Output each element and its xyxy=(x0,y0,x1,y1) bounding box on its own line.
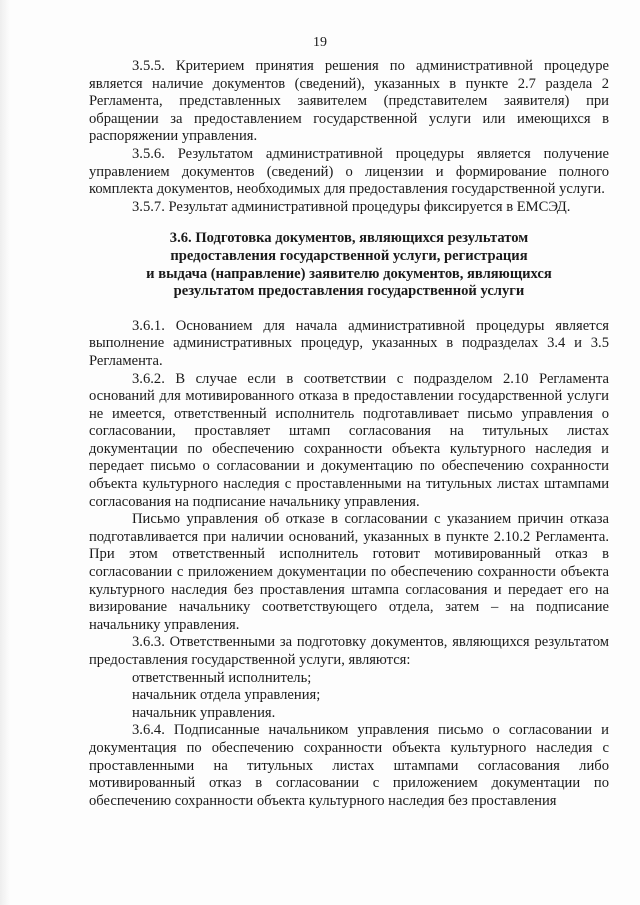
paragraph-3-6-3: 3.6.3. Ответственными за подготовку документов, являющихся результатом предоставления государственной услуги, являются: xyxy=(89,634,609,668)
section-heading-3-6 xyxy=(89,230,609,300)
list-item: начальник управления. xyxy=(132,704,276,721)
heading-line: результатом предоставления государственной услуги xyxy=(173,283,525,300)
document-body xyxy=(89,58,609,810)
paragraph-3-6-1: 3.6.1. Основанием для начала административной процедуры является выполнение административных процедур, указанных в подразделах 3.4 и 3.5 Регламента. xyxy=(89,317,609,369)
scan-edge-shadow xyxy=(0,0,10,905)
heading-line: 3.6. Подготовка документов, являющихся результатом xyxy=(169,230,529,247)
heading-line: и выдача (направление) заявителю документов, являющихся xyxy=(146,265,552,282)
heading-line: предоставления государственной услуги, регистрация xyxy=(170,247,528,264)
paragraph-3-5-5: 3.5.5. Критерием принятия решения по административной процедуре является наличие документов (сведений), указанных в пункте 2.7 раздела 2 Регламента, представленных заявителем (представителем заявителя) при обращении за предоставлением государственной услуги или имеющихся в распоряжении управления. xyxy=(89,58,609,145)
paragraph-refusal-letter: Письмо управления об отказе в согласовании с указанием причин отказа подготавливается при наличии оснований, указанных в пункте 2.10.2 Регламента. При этом ответственный исполнитель готовит мотивированный отказ в согласовании с приложением документации по обеспечению сохранности объекта культурного наследия без проставления штампа согласования и передает его на визирование начальнику соответствующего отдела, затем – на подписание начальнику управления. xyxy=(89,511,609,633)
paragraph-3-5-6: 3.5.6. Результатом административной процедуры является получение управлением документов (сведений) о лицензии и формирование полного комплекта документов, необходимых для предоставления государственной услуги. xyxy=(89,145,609,198)
paragraph-3-6-2: 3.6.2. В случае если в соответствии с подразделом 2.10 Регламента оснований для мотивированного отказа в предоставлении государственной услуги не имеется, ответственный исполнитель подготавливает письмо управления о согласовании, проставляет штамп согласования на титульных листах документации по обеспечению сохранности объекта культурного наследия и передает письмо о согласовании и документацию по обеспечению сохранности объекта культурного наследия с проставленными на титульных листах штампами согласования на подписание начальнику управления. xyxy=(89,370,609,510)
list-item: ответственный исполнитель; xyxy=(132,669,312,686)
paragraph-3-6-4: 3.6.4. Подписанные начальником управления письмо о согласовании и документация по обеспечению сохранности объекта культурного наследия с проставленными на титульных листах штампами согласования либо мотивированный отказ в согласовании с приложением документации по обеспечению сохранности объекта культурного наследия без проставления xyxy=(89,722,609,809)
list-item: начальник отдела управления; xyxy=(132,687,321,704)
page-number: 19 xyxy=(313,35,327,50)
paragraph-3-5-7: 3.5.7. Результат административной процедуры фиксируется в ЕМСЭД. xyxy=(132,198,571,215)
